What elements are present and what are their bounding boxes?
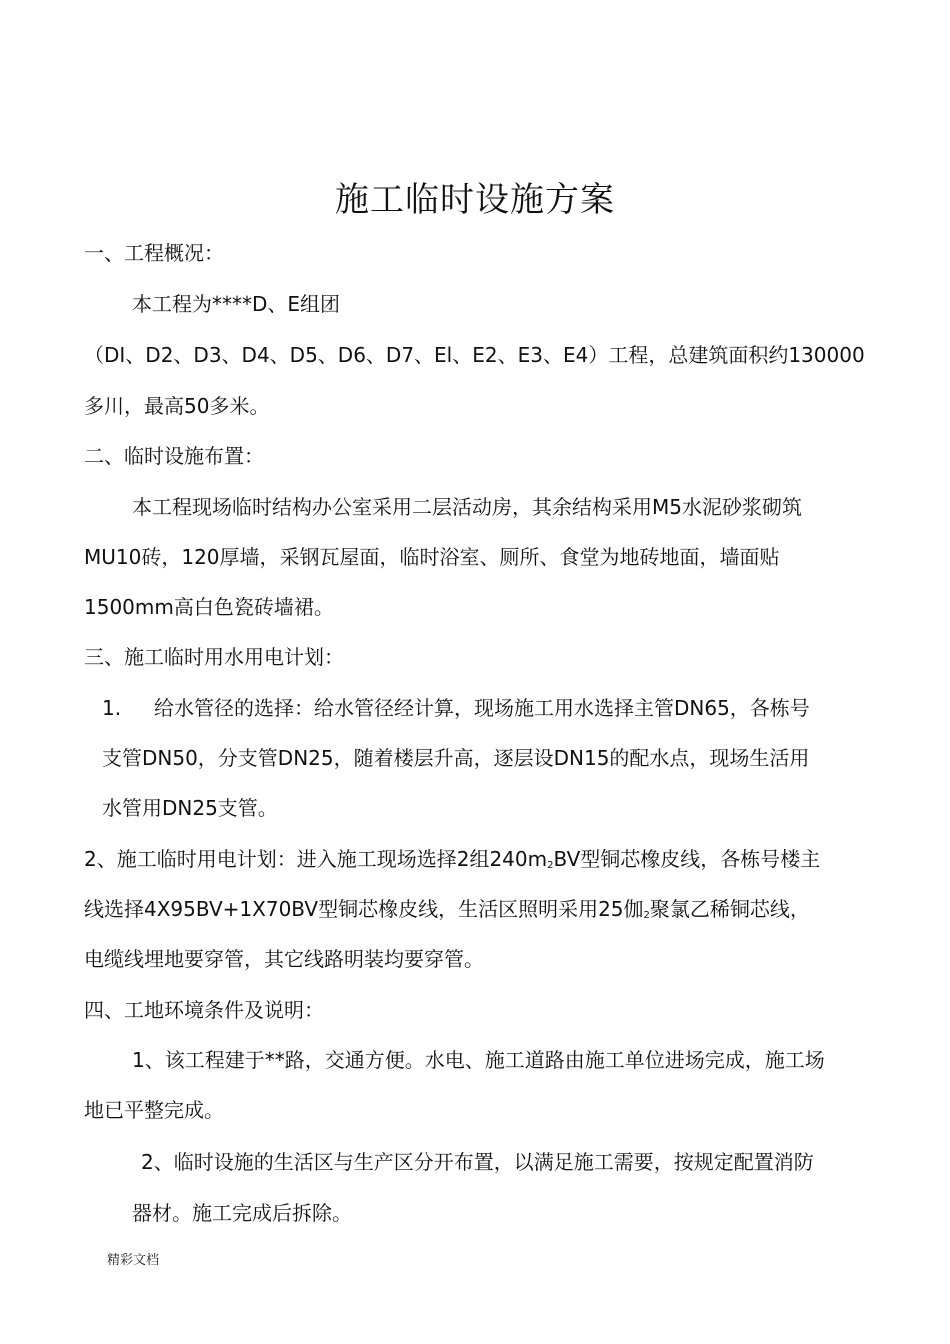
paragraph-line: MU10砖，120厚墙，采钢瓦屋面，临时浴室、厕所、食堂为地砖地面，墙面贴 [84,545,780,569]
paragraph-line: 支管DN50，分支管DN25，随着楼层升高，逐层设DN15的配水点，现场生活用 [102,746,810,770]
paragraph-line: （DI、D2、D3、D4、D5、D6、D7、El、E2、E3、E4）工程，总建筑面积约130000 [84,343,865,367]
paragraph-line [84,894,810,931]
text-run: BV型铜芯橡皮线，各栋号楼主 [553,847,821,871]
paragraph-line: 地已平整完成。 [84,1098,224,1122]
text-run: 2、施工临时用电计划：进入施工现场选择2组240m [84,847,548,871]
paragraph-line: 本工程为****D、E组团 [132,292,341,316]
paragraph-line: 本工程现场临时结构办公室采用二层活动房，其余结构采用M5水泥砂浆砌筑 [132,495,802,519]
paragraph-line: 器材。施工完成后拆除。 [132,1201,352,1225]
paragraph-line: 水管用DN25支管。 [102,796,278,820]
section-heading-water-power: 三、施工临时用水用电计划： [84,645,344,669]
paragraph-line: 多川，最高50多米。 [84,394,270,418]
document-title: 施工临时设施方案 [335,180,615,220]
paragraph-line: 给水管径的选择：给水管径经计算，现场施工用水选择主管DN65，各栋号 [154,696,810,720]
paragraph-line: 1500mm高白色瓷砖墙裙。 [84,595,334,619]
section-heading-environment: 四、工地环境条件及说明： [84,998,324,1022]
text-run: 线选择4X95BV+1X70BV型铜芯橡皮线，生活区照明采用25伽 [84,897,644,921]
subscript: 2 [643,910,650,921]
paragraph-line: 1、该工程建于**路，交通方便。水电、施工道路由施工单位进场完成，施工场 [132,1048,825,1072]
paragraph-line [84,844,820,881]
paragraph-line: 2、临时设施的生活区与生产区分开布置，以满足施工需要，按规定配置消防 [141,1150,814,1174]
text-run: 聚氯乙稀铜芯线， [649,897,810,921]
section-heading-overview: 一、工程概况： [84,241,224,265]
list-number: 1. [102,696,122,720]
section-heading-facilities: 二、临时设施布置： [84,444,264,468]
paragraph-line: 电缆线埋地要穿管，其它线路明装均要穿管。 [84,947,484,971]
subscript: 2 [547,860,554,871]
page-footer: 精彩文档 [107,1253,160,1268]
